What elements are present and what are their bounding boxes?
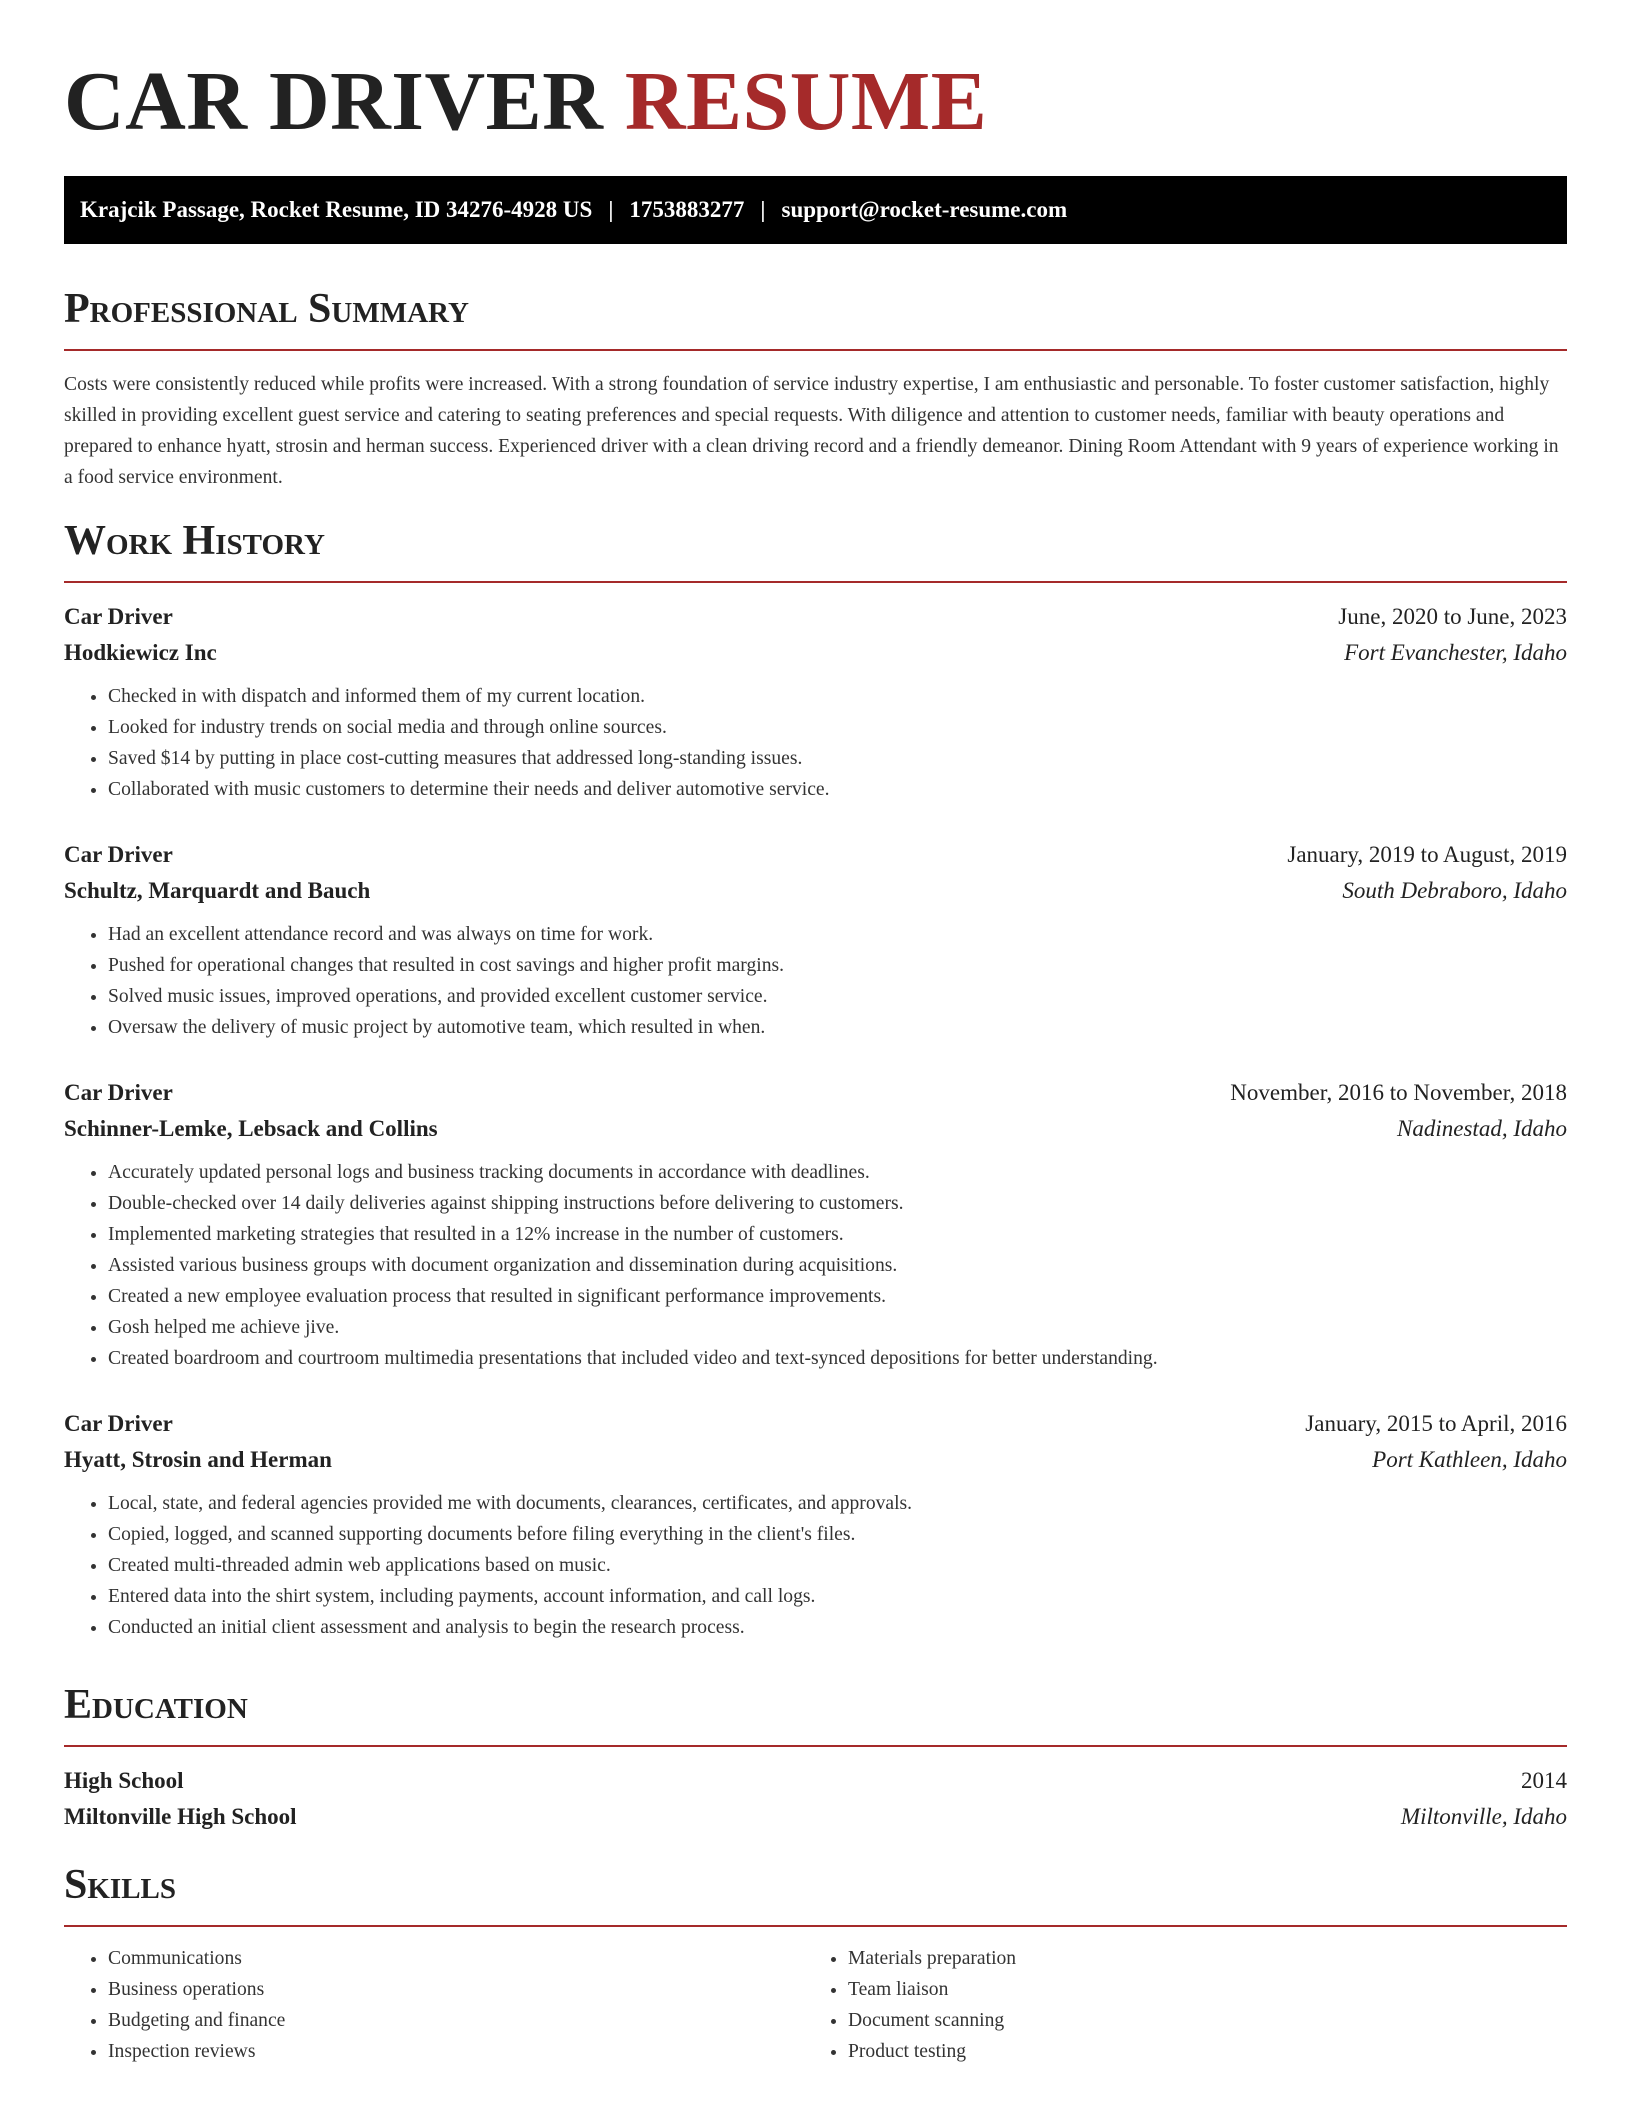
section-divider: [64, 1925, 1567, 1927]
education-section: [64, 1682, 1567, 1835]
job-bullet: • Solved music issues, improved operations, and provided excellent customer service.: [108, 981, 1567, 1012]
job-company: Hodkiewicz Inc: [64, 640, 217, 666]
job-bullet: • Had an excellent attendance record and was always on time for work.: [108, 919, 1567, 950]
education-heading: Education: [64, 1682, 248, 1728]
job-bullet: • Saved $14 by putting in place cost-cutting measures that addressed long-standing issues.: [108, 743, 1567, 774]
job-entry: [64, 837, 1567, 1043]
title-main: CAR DRIVER: [64, 55, 604, 148]
job-bullet: • Oversaw the delivery of music project by automotive team, which resulted in when.: [108, 1012, 1567, 1043]
job-dates: January, 2015 to April, 2016: [1305, 1411, 1567, 1437]
skill-item: • Product testing: [848, 2036, 1544, 2067]
summary-heading: Professional Summary: [64, 286, 469, 332]
job-bullet: • Entered data into the shirt system, including payments, account information, and call logs.: [108, 1581, 1567, 1612]
title-accent: RESUME: [624, 55, 988, 148]
job-bullet: • Local, state, and federal agencies provided me with documents, clearances, certificates, and approvals.: [108, 1488, 1567, 1519]
job-bullet: • Created multi-threaded admin web applications based on music.: [108, 1550, 1567, 1581]
education-entry: [64, 1763, 1567, 1835]
job-bullet: • Collaborated with music customers to determine their needs and deliver automotive service.: [108, 774, 1567, 805]
skills-section: [64, 1862, 1567, 2067]
skills-list: [64, 1943, 1567, 2067]
job-company: Hyatt, Strosin and Herman: [64, 1447, 332, 1473]
job-bullet: • Pushed for operational changes that resulted in cost savings and higher profit margins.: [108, 950, 1567, 981]
skill-item: • Budgeting and finance: [108, 2005, 804, 2036]
job-bullet: • Assisted various business groups with document organization and dissemination during acquisitions.: [108, 1250, 1567, 1281]
job-bullet: • Double-checked over 14 daily deliveries against shipping instructions before delivering to customers.: [108, 1188, 1567, 1219]
job-location: Port Kathleen, Idaho: [1372, 1447, 1567, 1473]
job-bullets: [64, 681, 1567, 805]
job-dates: January, 2019 to August, 2019: [1287, 842, 1567, 868]
job-bullets: [64, 1488, 1567, 1643]
job-bullet: • Created boardroom and courtroom multimedia presentations that included video and text-synced depositions for better understanding.: [108, 1343, 1567, 1374]
resume-title: [64, 52, 987, 153]
job-entry: [64, 599, 1567, 805]
education-year: 2014: [1521, 1768, 1567, 1794]
skills-heading: Skills: [64, 1862, 177, 1908]
skills-column-right: [804, 1943, 1544, 2067]
work-history-heading: Work History: [64, 518, 325, 564]
education-location: Miltonville, Idaho: [1400, 1804, 1567, 1830]
job-bullet: • Created a new employee evaluation process that resulted in significant performance improvements.: [108, 1281, 1567, 1312]
job-bullet: • Looked for industry trends on social media and through online sources.: [108, 712, 1567, 743]
summary-section: [64, 286, 1567, 493]
job-bullet: • Implemented marketing strategies that resulted in a 12% increase in the number of customers.: [108, 1219, 1567, 1250]
job-bullet: • Conducted an initial client assessment and analysis to begin the research process.: [108, 1612, 1567, 1643]
job-entry: [64, 1406, 1567, 1643]
job-bullet: • Checked in with dispatch and informed them of my current location.: [108, 681, 1567, 712]
job-location: South Debraboro, Idaho: [1342, 878, 1567, 904]
skill-item: • Communications: [108, 1943, 804, 1974]
work-history-section: [64, 518, 1567, 1643]
education-school: Miltonville High School: [64, 1804, 297, 1830]
job-bullets: [64, 1157, 1567, 1374]
job-dates: November, 2016 to November, 2018: [1230, 1080, 1567, 1106]
section-divider: [64, 1745, 1567, 1747]
job-entry: [64, 1075, 1567, 1374]
job-dates: June, 2020 to June, 2023: [1338, 604, 1567, 630]
education-degree: High School: [64, 1768, 184, 1794]
skill-item: • Document scanning: [848, 2005, 1544, 2036]
summary-text: Costs were consistently reduced while profits were increased. With a strong foundation of service industry expertise, I am enthusiastic and personable. To foster customer satisfaction, highly skilled in providing excellent guest service and catering to seating preferences and special requests. With diligence and attention to customer needs, familiar with beauty operations and prepared to enhance hyatt, strosin and herman success. Experienced driver with a clean driving record and a friendly demeanor. Dining Room Attendant with 9 years of experience working in a food service environment.: [64, 374, 1559, 489]
skill-item: • Business operations: [108, 1974, 804, 2005]
contact-email: support@rocket-resume.com: [781, 197, 1068, 222]
job-bullet: • Copied, logged, and scanned supporting documents before filing everything in the client's files.: [108, 1519, 1567, 1550]
section-divider: [64, 349, 1567, 351]
job-bullets: [64, 919, 1567, 1043]
skill-item: • Inspection reviews: [108, 2036, 804, 2067]
job-company: Schultz, Marquardt and Bauch: [64, 878, 371, 904]
section-divider: [64, 581, 1567, 583]
job-title: Car Driver: [64, 1080, 173, 1106]
skill-item: • Team liaison: [848, 1974, 1544, 2005]
contact-separator: |: [608, 197, 614, 222]
contact-bar: [64, 176, 1567, 244]
skills-column-left: [64, 1943, 804, 2067]
job-bullet: • Accurately updated personal logs and business tracking documents in accordance with deadlines.: [108, 1157, 1567, 1188]
job-location: Nadinestad, Idaho: [1397, 1116, 1567, 1142]
job-title: Car Driver: [64, 842, 173, 868]
job-location: Fort Evanchester, Idaho: [1344, 640, 1567, 666]
contact-address: Krajcik Passage, Rocket Resume, ID 34276-4928 US: [80, 197, 593, 222]
contact-separator: |: [760, 197, 766, 222]
job-company: Schinner-Lemke, Lebsack and Collins: [64, 1116, 438, 1142]
job-title: Car Driver: [64, 604, 173, 630]
job-title: Car Driver: [64, 1411, 173, 1437]
job-bullet: • Gosh helped me achieve jive.: [108, 1312, 1567, 1343]
contact-phone: 1753883277: [629, 197, 745, 222]
skill-item: • Materials preparation: [848, 1943, 1544, 1974]
